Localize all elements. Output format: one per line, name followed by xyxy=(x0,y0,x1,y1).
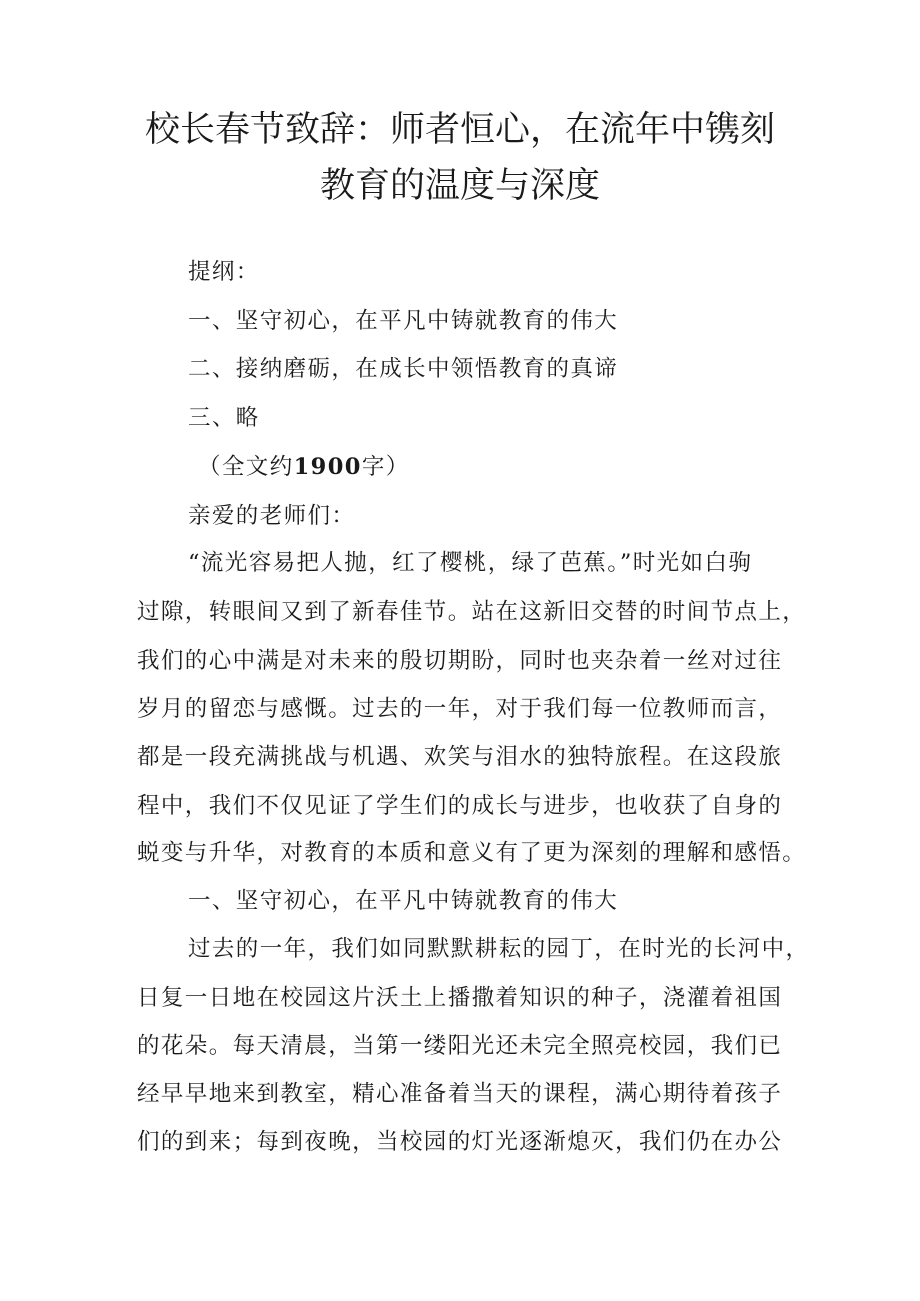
paragraph-2-line-4: 经早早地来到教室，精心准备着当天的课程，满心期待着孩子 xyxy=(137,1081,783,1107)
paragraph-2-line-3: 的花朵。每天清晨，当第一缕阳光还未完全照亮校园，我们已 xyxy=(137,1033,783,1059)
outline-label: 提纲： xyxy=(188,259,260,285)
paragraph-1-line-4: 岁月的留恋与感慨。过去的一年，对于我们每一位教师而言， xyxy=(137,696,783,722)
paragraph-1-line-2: 过隙，转眼间又到了新春佳节。站在这新旧交替的时间节点上， xyxy=(137,599,807,625)
paragraph-1-line-3: 我们的心中满是对未来的殷切期盼，同时也夹杂着一丝对过往 xyxy=(137,648,783,674)
outline-item-1: 一、坚守初心，在平凡中铸就教育的伟大 xyxy=(188,308,619,334)
paragraph-2-line-5: 们的到来；每到夜晚，当校园的灯光逐渐熄灭，我们仍在办公 xyxy=(137,1129,783,1155)
word-count-note xyxy=(198,452,848,482)
word-count-prefix: （全文约 xyxy=(198,454,294,480)
document-title xyxy=(90,102,830,214)
paragraph-1-line-5: 都是一段充满挑战与机遇、欢笑与泪水的独特旅程。在这段旅 xyxy=(137,744,783,770)
outline-item-2: 二、接纳磨砺，在成长中领悟教育的真谛 xyxy=(188,356,619,382)
paragraph-1-line-1: “流光容易把人抛，红了樱桃，绿了芭蕉。”时光如白驹 xyxy=(188,550,753,576)
paragraph-2-line-1: 过去的一年，我们如同默默耕耘的园丁，在时光的长河中， xyxy=(188,936,810,962)
title-line-2: 教育的温度与深度 xyxy=(319,166,600,206)
paragraph-1-line-7: 蜕变与升华，对教育的本质和意义有了更为深刻的理解和感悟。 xyxy=(137,840,807,866)
greeting: 亲爱的老师们： xyxy=(188,503,356,529)
section-1-heading: 一、坚守初心，在平凡中铸就教育的伟大 xyxy=(188,888,619,914)
word-count-number: 1900 xyxy=(293,454,362,480)
paragraph-1-line-6: 程中，我们不仅见证了学生们的成长与进步，也收获了自身的 xyxy=(137,793,783,819)
word-count-suffix: 字） xyxy=(361,454,410,480)
paragraph-2-line-2: 日复一日地在校园这片沃土上播撒着知识的种子，浇灌着祖国 xyxy=(137,985,783,1011)
outline-item-3: 三、略 xyxy=(188,405,260,431)
title-line-1: 校长春节致辞：师者恒心，在流年中镌刻 xyxy=(144,110,775,150)
